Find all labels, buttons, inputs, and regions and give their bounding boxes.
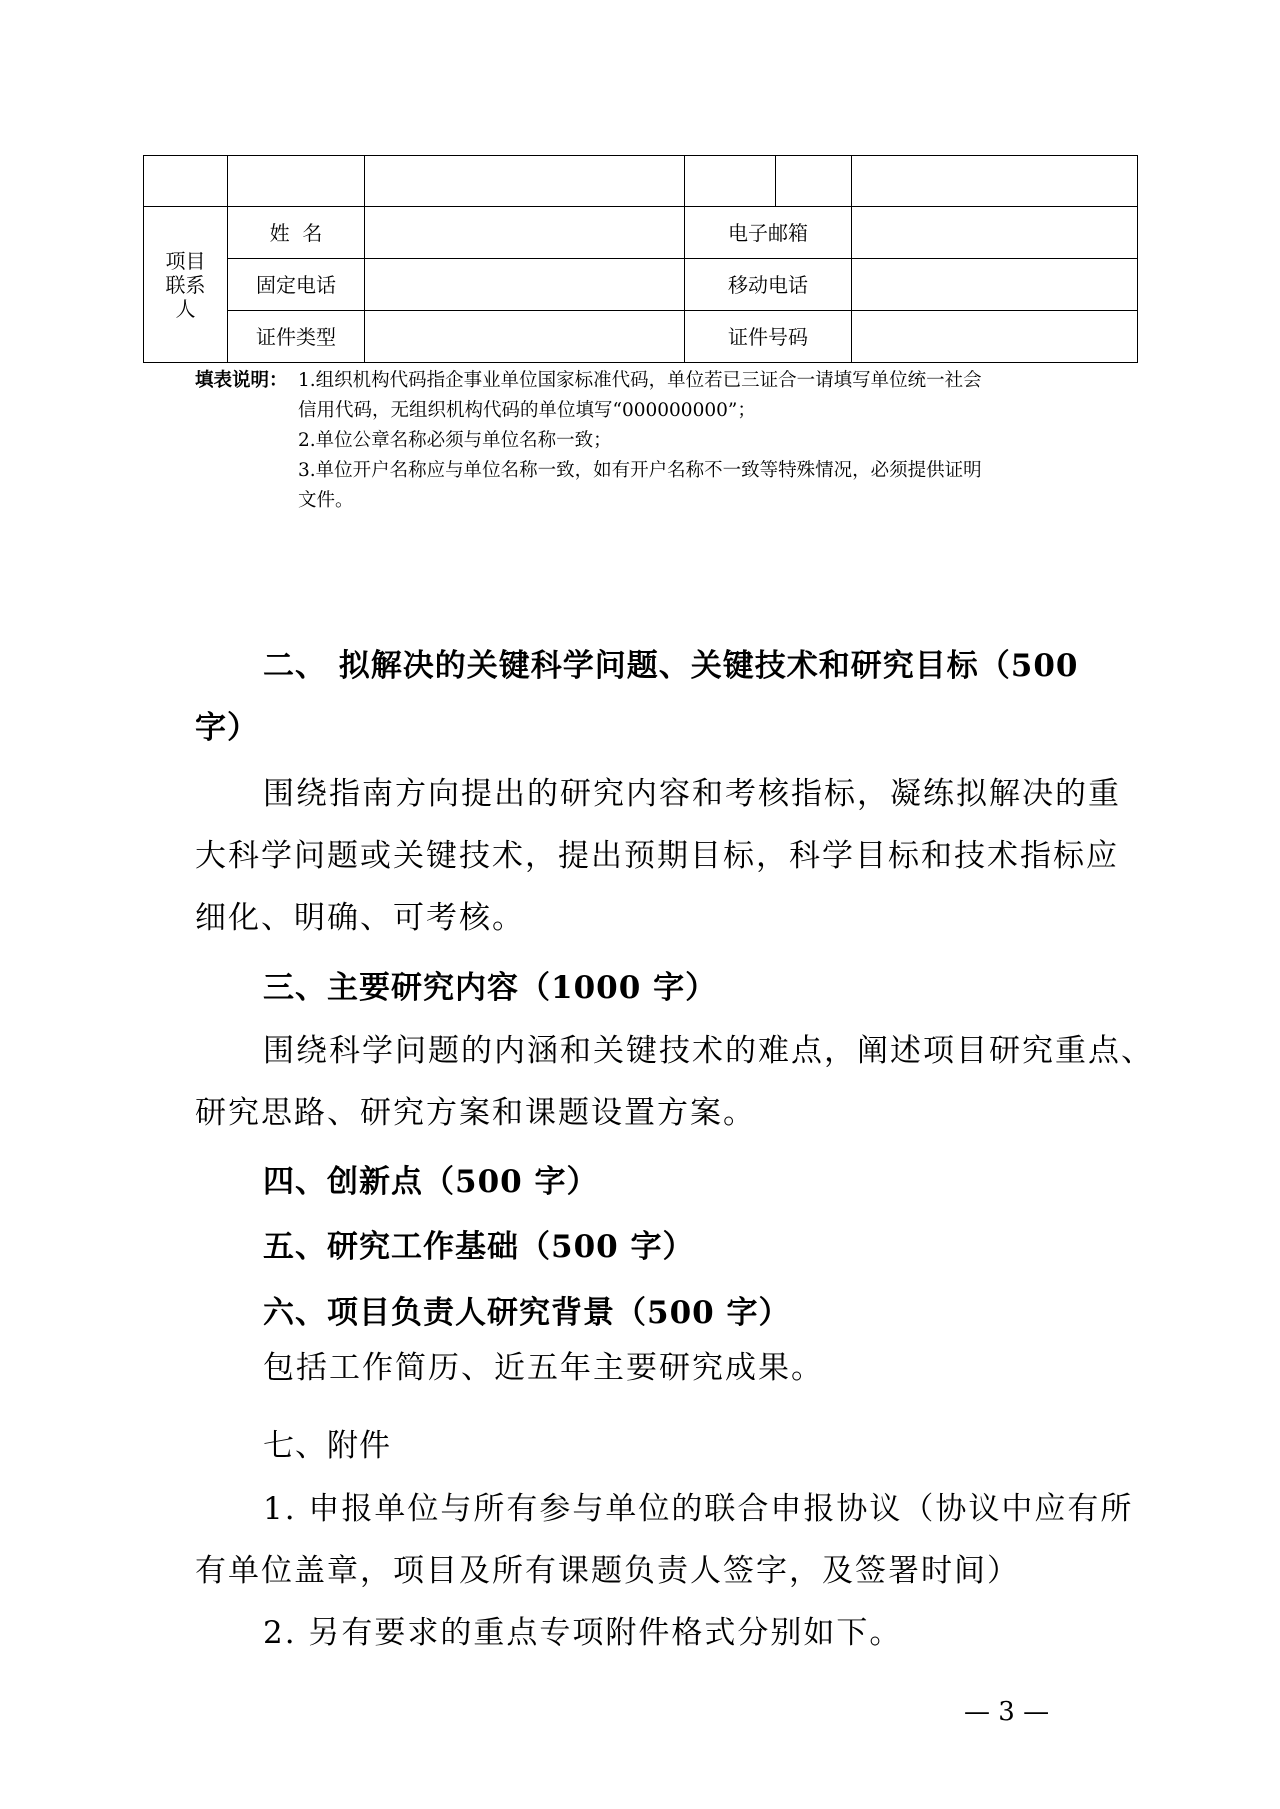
note-item: 2.单位公章名称必须与单位名称一致；: [298, 430, 612, 451]
note-item: 信用代码，无组织机构代码的单位填写“000000000”；: [298, 400, 756, 421]
contact-group-label-line: 人: [175, 296, 196, 321]
contact-group-label-line: 项目: [165, 248, 206, 273]
name-value-cell[interactable]: [365, 207, 685, 259]
id-type-label: 证件类型: [228, 311, 365, 363]
notes-lead: 填表说明：: [195, 370, 288, 391]
attachment-item-line: 1. 申报单位与所有参与单位的联合申报协议（协议中应有所: [263, 1491, 1134, 1527]
note-item: 1.组织机构代码指企事业单位国家标准代码，单位若已三证合一请填写单位统一社会: [298, 370, 982, 391]
contact-group-label: [144, 207, 228, 363]
notes-block: [195, 366, 1095, 516]
paragraph-line: 围绕科学问题的内涵和关键技术的难点，阐述项目研究重点、: [263, 1033, 1154, 1069]
table-cell-empty: [685, 156, 776, 207]
section-3-heading: 三、主要研究内容（1000 字）: [263, 970, 718, 1006]
attachment-item-line: 有单位盖章，项目及所有课题负责人签字，及签署时间）: [195, 1553, 1020, 1589]
landline-value-cell[interactable]: [365, 259, 685, 311]
table-row-top: [144, 156, 1138, 207]
table-row: [144, 259, 1138, 311]
paragraph-line: 包括工作简历、近五年主要研究成果。: [263, 1350, 824, 1386]
section-2-heading-continued: 字）: [195, 710, 259, 746]
mobile-value-cell[interactable]: [852, 259, 1138, 311]
paragraph-line: 细化、明确、可考核。: [195, 900, 525, 936]
section-2-heading: 二、 拟解决的关键科学问题、关键技术和研究目标（500: [263, 648, 1079, 684]
id-number-label: 证件号码: [685, 311, 852, 363]
section-4-heading: 四、创新点（500 字）: [263, 1164, 599, 1200]
section-7-items: [195, 1478, 1134, 1664]
paragraph-line: 围绕指南方向提出的研究内容和考核指标，凝练拟解决的重: [263, 776, 1121, 812]
landline-label: 固定电话: [228, 259, 365, 311]
page-number: — 3 —: [964, 1697, 1050, 1727]
attachment-item-line: 2. 另有要求的重点专项附件格式分别如下。: [263, 1615, 903, 1651]
email-label: 电子邮箱: [685, 207, 852, 259]
section-7-heading: 七、附件: [263, 1428, 391, 1464]
section-6-paragraph: [195, 1337, 1100, 1399]
table-cell-empty: [776, 156, 852, 207]
table-cell-empty: [228, 156, 365, 207]
table-cell-empty: [852, 156, 1138, 207]
table-cell-empty: [144, 156, 228, 207]
mobile-label: 移动电话: [685, 259, 852, 311]
table-row: [144, 311, 1138, 363]
table-cell-empty: [365, 156, 685, 207]
paragraph-line: 大科学问题或关键技术，提出预期目标，科学目标和技术指标应: [195, 838, 1119, 874]
paragraph-line: 研究思路、研究方案和课题设置方案。: [195, 1095, 756, 1131]
section-5-heading: 五、研究工作基础（500 字）: [263, 1229, 695, 1265]
form-notes: [195, 366, 1095, 516]
id-type-value-cell[interactable]: [365, 311, 685, 363]
section-6-heading: 六、项目负责人研究背景（500 字）: [263, 1295, 791, 1331]
contact-group-label-line: 联系: [165, 272, 206, 297]
id-number-value-cell[interactable]: [852, 311, 1138, 363]
table-row: [144, 207, 1138, 259]
section-3-paragraph: [195, 1020, 1154, 1144]
note-item: 文件。: [298, 490, 354, 511]
email-value-cell[interactable]: [852, 207, 1138, 259]
contact-info-table: [143, 155, 1138, 363]
name-label: 姓 名: [228, 207, 365, 259]
section-2-paragraph: [195, 763, 1121, 949]
note-item: 3.单位开户名称应与单位名称一致，如有开户名称不一致等特殊情况，必须提供证明: [298, 460, 982, 481]
